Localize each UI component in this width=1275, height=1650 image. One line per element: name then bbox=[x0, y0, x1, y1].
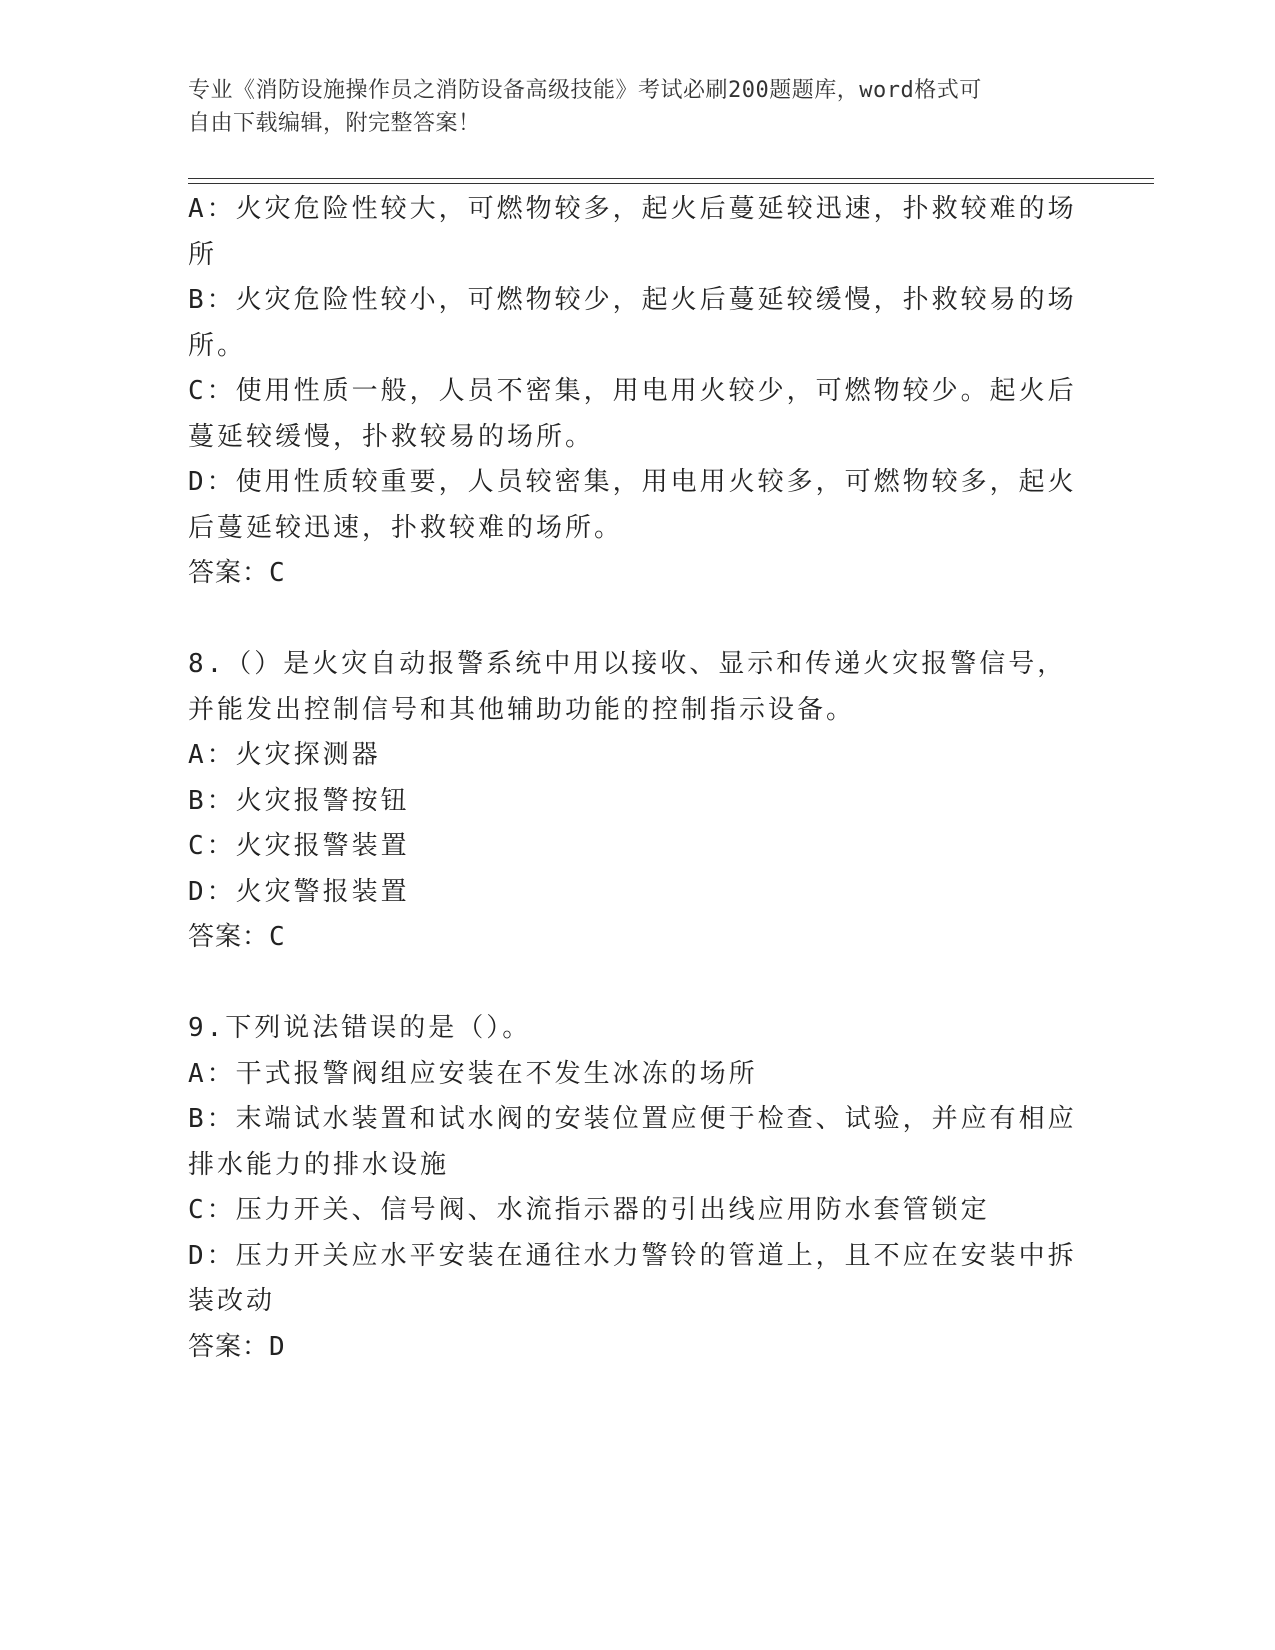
q9-answer: 答案：D bbox=[188, 1331, 286, 1362]
document-header bbox=[188, 74, 1068, 140]
question-spacer bbox=[188, 961, 1078, 1007]
question-8 bbox=[188, 642, 1078, 961]
question-7-options bbox=[188, 187, 1078, 597]
header-divider-top bbox=[188, 178, 1154, 179]
q9-option-c: C：压力开关、信号阀、水流指示器的引出线应用防水套管锁定 bbox=[188, 1195, 990, 1225]
header-title-line-1: 专业《消防设施操作员之消防设备高级技能》考试必刷200题题库，word格式可 bbox=[188, 78, 982, 103]
q9-stem: 9.下列说法错误的是（）。 bbox=[188, 1013, 532, 1043]
q7-option-c-line-2: 蔓延较缓慢，扑救较易的场所。 bbox=[188, 421, 595, 452]
q9-option-d-line-2: 装改动 bbox=[188, 1286, 276, 1316]
question-9 bbox=[188, 1006, 1078, 1370]
q9-option-d-line-1: D：压力开关应水平安装在通往水力警铃的管道上，且不应在安装中拆 bbox=[188, 1240, 1077, 1271]
q7-option-a-line-1: A：火灾危险性较大，可燃物较多，起火后蔓延较迅速，扑救较难的场 bbox=[188, 194, 1077, 224]
q7-option-a-line-2: 所 bbox=[188, 239, 218, 270]
q8-option-d: D：火灾警报装置 bbox=[188, 876, 410, 907]
header-divider-bottom bbox=[188, 183, 1154, 184]
q8-answer: 答案：C bbox=[188, 922, 286, 952]
question-spacer bbox=[188, 597, 1078, 643]
q7-option-b-line-2: 所。 bbox=[188, 330, 247, 361]
q7-option-d-line-1: D：使用性质较重要，人员较密集，用电用火较多，可燃物较多，起火 bbox=[188, 467, 1077, 497]
q8-stem-line-1: 8.（）是火灾自动报警系统中用以接收、显示和传递火灾报警信号， bbox=[188, 649, 1067, 679]
q9-option-a: A：干式报警阀组应安装在不发生冰冻的场所 bbox=[188, 1058, 758, 1089]
q8-option-c: C：火灾报警装置 bbox=[188, 831, 410, 861]
q8-stem-line-2: 并能发出控制信号和其他辅助功能的控制指示设备。 bbox=[188, 694, 856, 725]
q7-option-b-line-1: B：火灾危险性较小，可燃物较少，起火后蔓延较缓慢，扑救较易的场 bbox=[188, 285, 1077, 315]
q7-option-d-line-2: 后蔓延较迅速，扑救较难的场所。 bbox=[188, 512, 624, 543]
q8-option-b: B：火灾报警按钮 bbox=[188, 785, 410, 816]
header-title-line-2: 自由下载编辑，附完整答案！ bbox=[188, 111, 481, 136]
q9-option-b-line-2: 排水能力的排水设施 bbox=[188, 1149, 450, 1180]
q7-answer: 答案：C bbox=[188, 558, 286, 588]
q9-option-b-line-1: B：末端试水装置和试水阀的安装位置应便于检查、试验，并应有相应 bbox=[188, 1104, 1077, 1134]
q8-option-a: A：火灾探测器 bbox=[188, 740, 381, 770]
q7-option-c-line-1: C：使用性质一般，人员不密集，用电用火较少，可燃物较少。起火后 bbox=[188, 376, 1077, 406]
question-content bbox=[188, 187, 1078, 1370]
